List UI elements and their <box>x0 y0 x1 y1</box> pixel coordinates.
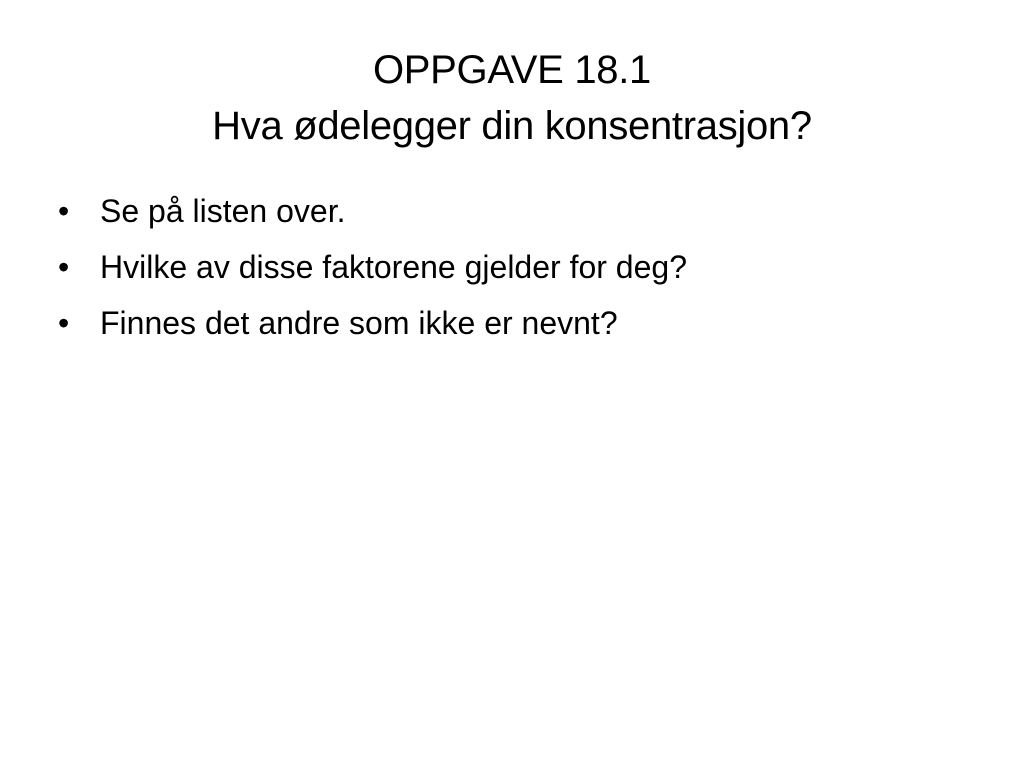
bullet-icon: • <box>58 305 70 341</box>
slide-title-line-1: OPPGAVE 18.1 <box>372 48 652 92</box>
bullet-item <box>58 243 687 299</box>
bullet-text: Hvilke av disse faktorene gjelder for deg? <box>100 249 687 285</box>
slide-title-line-2: Hva ødelegger din konsentrasjon? <box>212 104 812 148</box>
bullet-text: Finnes det andre som ikke er nevnt? <box>100 305 618 341</box>
bullet-icon: • <box>58 193 70 229</box>
slide-title <box>0 42 1024 154</box>
bullet-item <box>58 187 687 243</box>
bullet-item <box>58 299 687 355</box>
bullet-text: Se på listen over. <box>100 193 346 229</box>
bullet-list <box>58 187 687 355</box>
bullet-icon: • <box>58 249 70 285</box>
